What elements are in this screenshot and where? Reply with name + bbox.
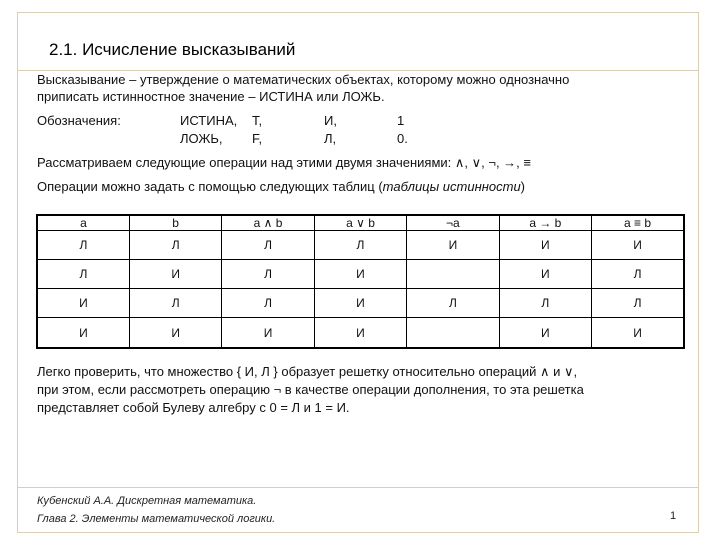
notation-false-digit: 0. <box>397 131 408 146</box>
notation-false-symbol: F, <box>252 131 263 146</box>
table-cell: И <box>314 289 406 318</box>
table-row <box>37 318 684 348</box>
header-cell: ¬a <box>407 215 499 231</box>
header-cell: a ∨ b <box>314 215 406 231</box>
header-cell: a ≡ b <box>592 215 684 231</box>
tables-line <box>37 179 525 195</box>
table-cell: И <box>407 231 499 260</box>
table-cell: Л <box>222 289 314 318</box>
definition-line-1: Высказывание – утверждение о математических объектах, которому можно однозначно <box>37 72 570 87</box>
notation-false-letter: Л, <box>324 131 337 146</box>
header-cell: b <box>129 215 221 231</box>
notation-false-word: ЛОЖЬ, <box>180 131 223 146</box>
table-cell: И <box>37 289 129 318</box>
slide-title: 2.1. Исчисление высказываний <box>49 40 296 59</box>
table-cell: И <box>592 231 684 260</box>
table-cell: И <box>592 318 684 348</box>
definition-line-2: приписать истинностное значение – ИСТИНА или ЛОЖЬ. <box>37 89 385 104</box>
footer-divider <box>17 487 699 488</box>
table-cell: Л <box>592 260 684 289</box>
table-cell: И <box>129 318 221 348</box>
notation-true-word: ИСТИНА, <box>180 113 238 128</box>
table-cell: Л <box>592 289 684 318</box>
notation-label: Обозначения: <box>37 113 121 128</box>
table-cell: И <box>499 231 591 260</box>
notation-true-symbol: Т, <box>252 113 263 128</box>
table-cell: Л <box>499 289 591 318</box>
table-cell: Л <box>129 231 221 260</box>
table-row <box>37 231 684 260</box>
table-cell: Л <box>407 289 499 318</box>
lattice-line-1: Легко проверить, что множество { И, Л } образует решетку относительно операций ∧ и ∨, <box>37 364 578 379</box>
table-row <box>37 260 684 289</box>
notation-true-letter: И, <box>324 113 337 128</box>
table-cell: И <box>314 260 406 289</box>
table-cell: Л <box>314 231 406 260</box>
table-cell: И <box>499 260 591 289</box>
title-divider <box>17 70 699 71</box>
header-cell: a <box>37 215 129 231</box>
table-cell: И <box>222 318 314 348</box>
table-cell <box>407 318 499 348</box>
table-cell: Л <box>37 231 129 260</box>
header-cell: a ∧ b <box>222 215 314 231</box>
lattice-line-2: при этом, если рассмотреть операцию ¬ в качестве операции дополнения, то эта решетка <box>37 382 584 397</box>
truth-table-header-row <box>37 215 684 231</box>
table-cell: И <box>37 318 129 348</box>
lattice-line-3: представляет собой Булеву алгебру с 0 = Л и 1 = И. <box>37 400 350 415</box>
table-cell <box>407 260 499 289</box>
tables-line-italic: таблицы истинности <box>382 179 521 194</box>
tables-line-suffix: ) <box>520 179 526 194</box>
footer-author: Кубенский А.А. Дискретная математика. <box>37 495 257 507</box>
page-number: 1 <box>670 510 677 522</box>
header-cell: a → b <box>499 215 591 231</box>
footer-chapter: Глава 2. Элементы математической логики. <box>37 513 276 525</box>
notation-true-digit: 1 <box>397 113 405 128</box>
tables-line-prefix: Операции можно задать с помощью следующих таблиц ( <box>37 179 383 194</box>
table-cell: Л <box>37 260 129 289</box>
table-cell: Л <box>129 289 221 318</box>
table-cell: И <box>129 260 221 289</box>
table-cell: И <box>314 318 406 348</box>
table-cell: Л <box>222 231 314 260</box>
table-cell: И <box>499 318 591 348</box>
table-row <box>37 289 684 318</box>
operations-line: Рассматриваем следующие операции над этими двумя значениями: ∧, ∨, ¬, →, ≡ <box>37 155 531 170</box>
table-cell: Л <box>222 260 314 289</box>
truth-table <box>36 214 685 349</box>
